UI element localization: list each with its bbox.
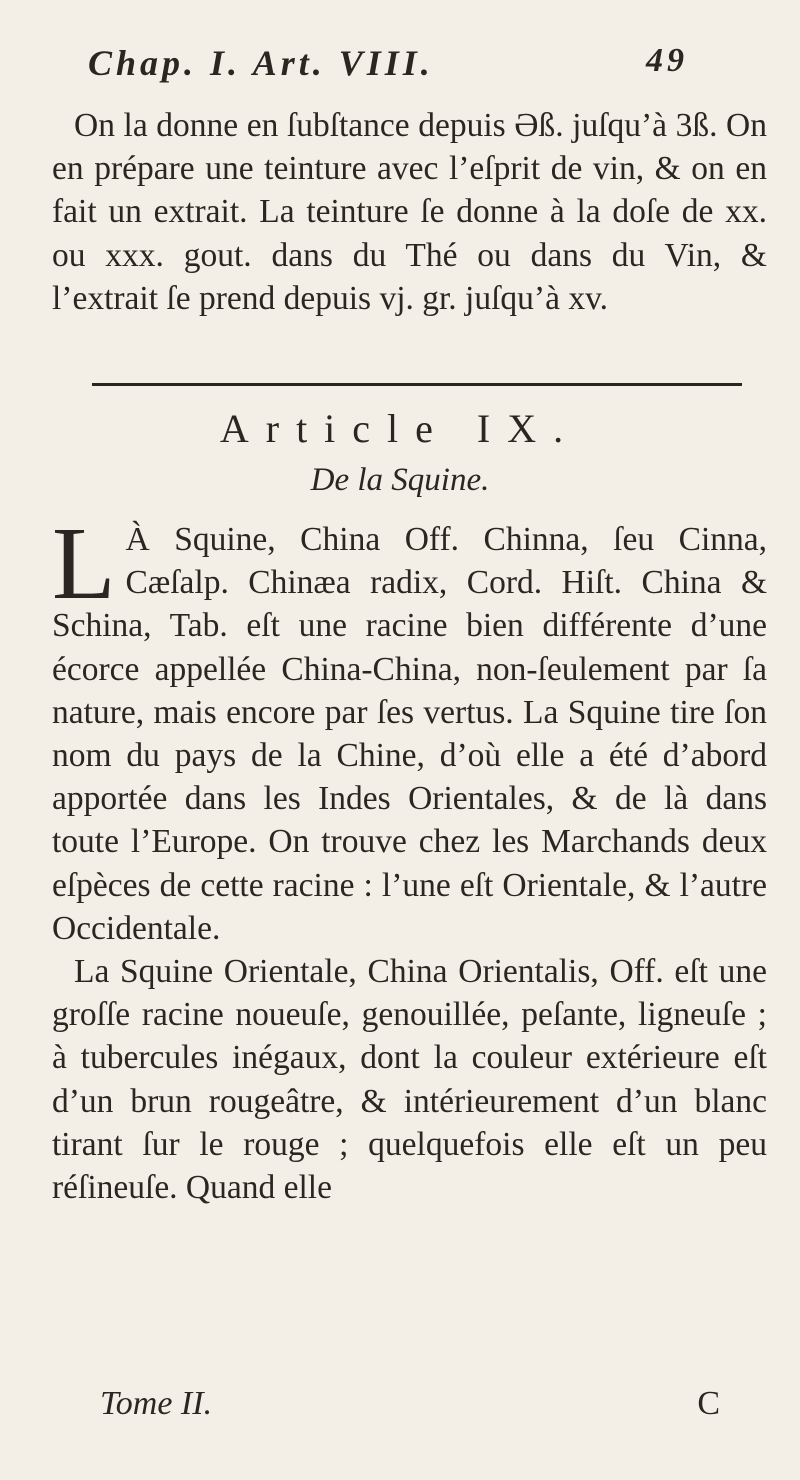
- drop-cap: L: [52, 506, 116, 621]
- intro-paragraph: On la donne en ſubſtance depuis Əß. juſqu’à 3ß. On en prépare une teinture avec l’eſprit de vin, & on en fait un extrait. La teinture ſe donne à la doſe de xx. ou xxx. gout. dans du Thé ou dans du Vin, & l’extrait ſe prend depuis vj. gr. juſqu’à xv.: [52, 107, 767, 317]
- article-heading: Article IX.: [219, 406, 581, 451]
- running-title: Chap. I. Art. VIII.: [88, 43, 434, 83]
- running-head: [88, 42, 688, 98]
- volume-label: Tome II.: [100, 1385, 213, 1422]
- page-footer: [100, 1385, 720, 1433]
- squine-paragraph-1-text: À Squine, China Off. Chinna, ſeu Cinna, Cæſalp. Chinæa radix, Cord. Hiſt. China & Schina, Tab. eſt une racine bien différente d’une écorce appellée China-China, non-ſeulement par ſa nature, mais encore par ſes vertus. La Squine tire ſon nom du pays de la Chine, d’où elle a été d’abord apportée dans les Indes Orientales, & de là dans toute l’Europe. On trouve chez les Marchands deux eſpèces de cette racine : l’une eſt Orientale, & l’autre Occidentale.: [52, 521, 767, 947]
- intro-block: [52, 104, 767, 320]
- signature-mark: C: [697, 1385, 720, 1422]
- page-number: 49: [646, 42, 688, 79]
- squine-paragraph-1: [52, 506, 767, 950]
- article-subheading: De la Squine.: [310, 462, 490, 498]
- squine-paragraph-2: La Squine Orientale, China Orientalis, Off. eſt une groſſe racine noueuſe, genouillée, peſante, ligneuſe ; à tubercules inégaux, dont la couleur extérieure eſt d’un brun rougeâtre, & intérieurement d’un blanc tirant ſur le rouge ; quelquefois elle eſt un peu réſineuſe. Quand elle: [52, 953, 767, 1207]
- squine-block: [52, 506, 767, 1209]
- section-divider: [92, 383, 742, 386]
